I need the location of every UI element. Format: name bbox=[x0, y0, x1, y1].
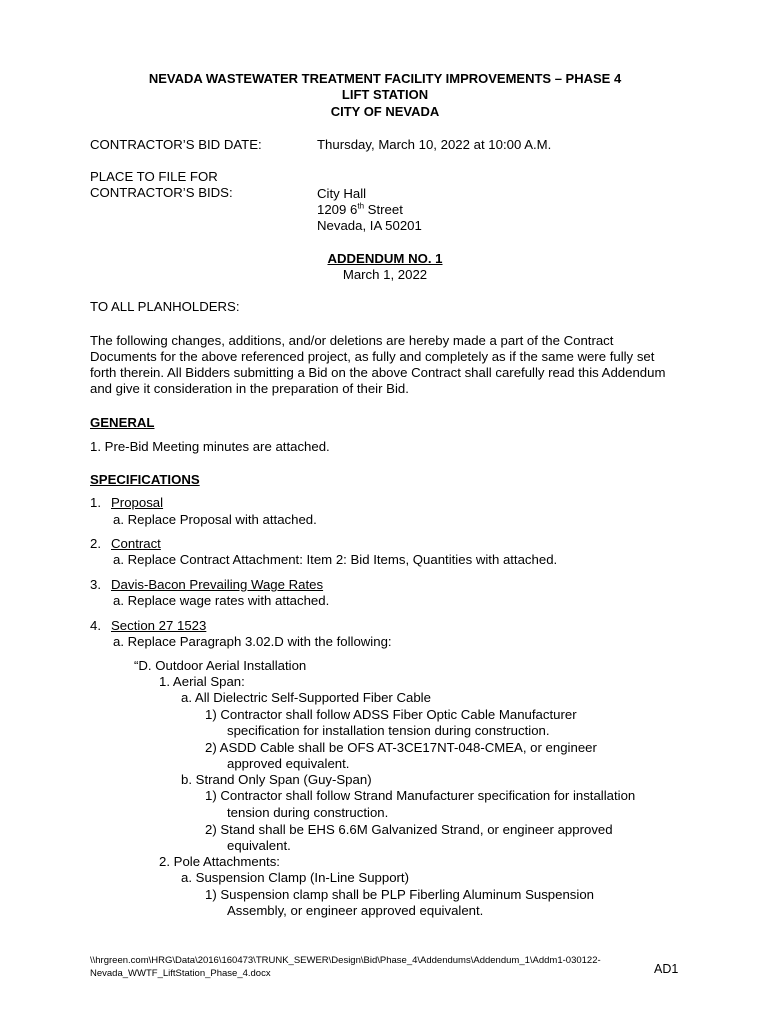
spec-item-1-sub: a. Replace Proposal with attached. bbox=[113, 512, 317, 527]
pole-attachments-item: 2. Pole Attachments: bbox=[159, 854, 280, 869]
salutation: TO ALL PLANHOLDERS: bbox=[90, 299, 240, 314]
place-value-2: 1209 6th Street bbox=[317, 201, 403, 217]
file-path-line2: Nevada_WWTF_LiftStation_Phase_4.docx bbox=[90, 968, 271, 979]
footer-file-path bbox=[90, 954, 601, 980]
spec-item-3: 3. Davis-Bacon Prevailing Wage Rates bbox=[90, 577, 324, 592]
adss-item-line1: 1) Contractor shall follow ADSS Fiber Optic Cable Manufacturer bbox=[205, 707, 577, 722]
city-title: CITY OF NEVADA bbox=[330, 104, 440, 119]
strand-item-line1: 1) Contractor shall follow Strand Manufacturer specification for installation bbox=[205, 788, 636, 803]
spec-item-2: 2. Contract bbox=[90, 536, 161, 551]
bid-date-label: CONTRACTOR’S BID DATE: bbox=[90, 137, 262, 152]
project-title: NEVADA WASTEWATER TREATMENT FACILITY IMPROVEMENTS – PHASE 4 bbox=[148, 71, 622, 86]
bid-date-value: Thursday, March 10, 2022 at 10:00 A.M. bbox=[317, 137, 552, 152]
place-label-2: CONTRACTOR’S BIDS: bbox=[90, 185, 233, 200]
suspension-clamp-item: a. Suspension Clamp (In-Line Support) bbox=[181, 870, 409, 885]
project-subtitle: LIFT STATION bbox=[341, 87, 429, 102]
strand-only-item: b. Strand Only Span (Guy-Span) bbox=[181, 772, 372, 787]
asdd-item-line1: 2) ASDD Cable shall be OFS AT-3CE17NT-048-CMEA, or engineer bbox=[205, 740, 597, 755]
strand-item-line2: tension during construction. bbox=[227, 805, 389, 820]
spec-item-2-sub: a. Replace Contract Attachment: Item 2: Bid Items, Quantities with attached. bbox=[113, 552, 558, 567]
spec-item-4: 4. Section 27 1523 bbox=[90, 618, 207, 633]
suspension-item-line1: 1) Suspension clamp shall be PLP Fiberling Aluminum Suspension bbox=[205, 887, 595, 902]
outdoor-aerial-heading: “D. Outdoor Aerial Installation bbox=[134, 658, 307, 673]
place-value-1: City Hall bbox=[317, 186, 367, 201]
file-path-line1: \\hrgreen.com\HRG\Data\2016\160473\TRUNK_SEWER\Design\Bid\Phase_4\Addendums\Addendum_1\Addm1-030122- bbox=[90, 955, 601, 966]
page-code: AD1 bbox=[654, 962, 679, 976]
specifications-heading: SPECIFICATIONS bbox=[90, 472, 200, 487]
dielectric-item: a. All Dielectric Self-Supported Fiber Cable bbox=[181, 690, 431, 705]
place-label-1: PLACE TO FILE FOR bbox=[90, 169, 218, 184]
adss-item-line2: specification for installation tension during construction. bbox=[227, 723, 550, 738]
asdd-item-line2: approved equivalent. bbox=[227, 756, 350, 771]
place-value-3: Nevada, IA 50201 bbox=[317, 218, 422, 233]
addendum-title: ADDENDUM NO. 1 bbox=[327, 251, 443, 266]
stand-item-line2: equivalent. bbox=[227, 838, 291, 853]
spec-item-1: 1. Proposal bbox=[90, 495, 164, 510]
general-heading: GENERAL bbox=[90, 415, 155, 430]
addendum-date: March 1, 2022 bbox=[342, 267, 428, 282]
spec-item-3-sub: a. Replace wage rates with attached. bbox=[113, 593, 330, 608]
stand-item-line1: 2) Stand shall be EHS 6.6M Galvanized Strand, or engineer approved bbox=[205, 822, 613, 837]
aerial-span-item: 1. Aerial Span: bbox=[159, 674, 245, 689]
intro-paragraph: The following changes, additions, and/or deletions are hereby made a part of the Contract Documents for the above referenced project, as fully and completely as if the same were fully set forth therein. All Bidders submitting a Bid on the above Contract shall carefully read this Addendum and give it consideration in the preparation of their Bid. bbox=[90, 333, 666, 396]
spec-item-4-sub: a. Replace Paragraph 3.02.D with the following: bbox=[113, 634, 392, 649]
suspension-item-line2: Assembly, or engineer approved equivalent. bbox=[227, 903, 484, 918]
general-item-1: 1. Pre-Bid Meeting minutes are attached. bbox=[90, 439, 330, 454]
